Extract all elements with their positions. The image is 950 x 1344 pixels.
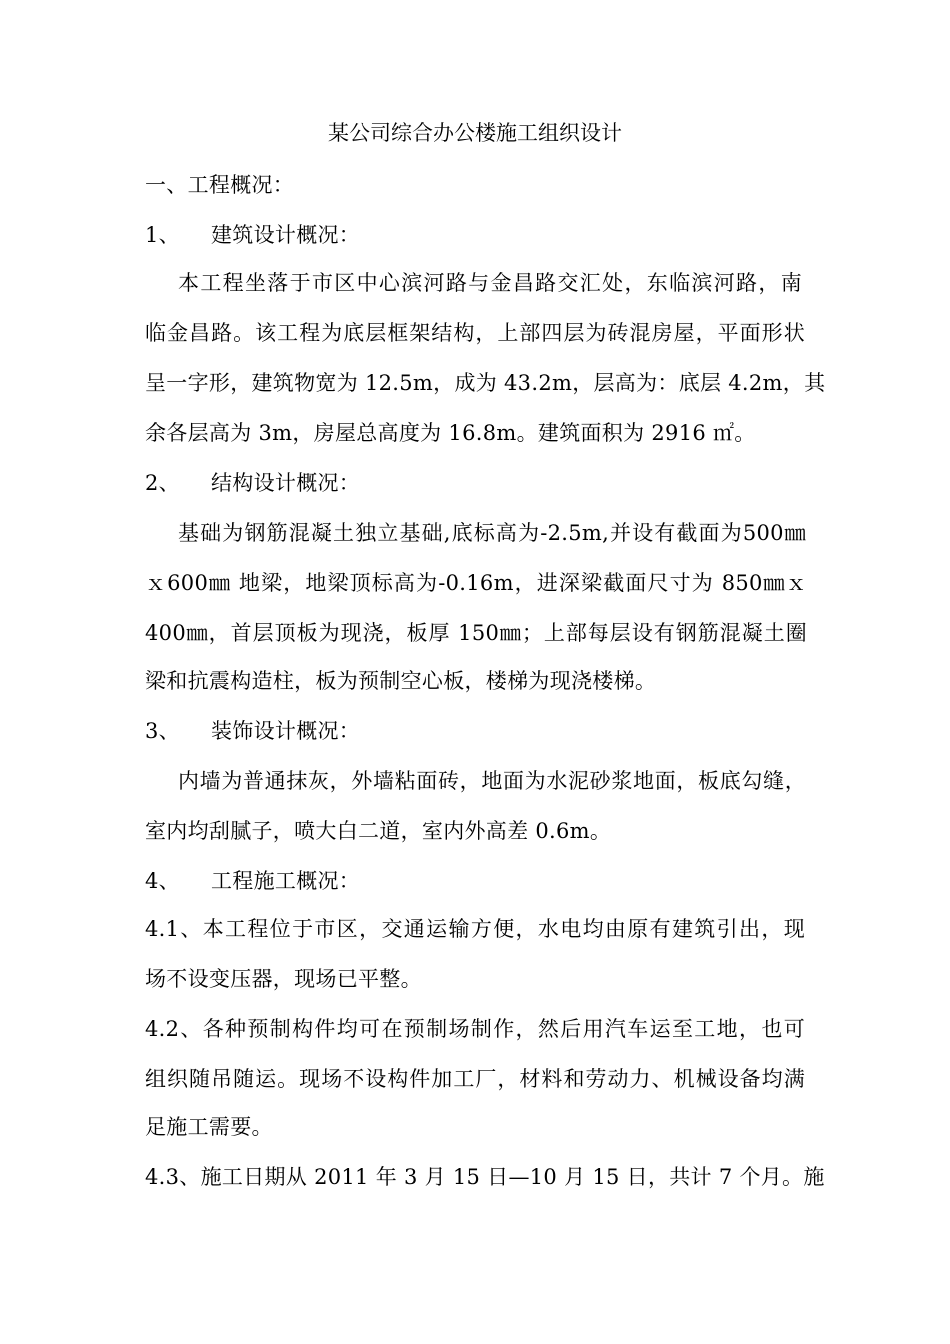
item-label: 工程施工概况： bbox=[211, 869, 361, 893]
item-number: 1、 bbox=[145, 223, 180, 247]
paragraph-line: 室内均刮腻子，喷大白二道，室内外高差 0.6m。 bbox=[145, 819, 612, 843]
paragraph-line: 基础为钢筋混凝土独立基础,底标高为-2.5m,并设有截面为500㎜ bbox=[178, 521, 806, 545]
item-number: 4、 bbox=[145, 869, 180, 893]
section-heading: 一、工程概况： bbox=[145, 173, 295, 197]
item-heading-3 bbox=[145, 716, 810, 746]
paragraph-line: 梁和抗震构造柱，板为预制空心板，楼梯为现浇楼梯。 bbox=[145, 669, 657, 693]
item-number: 3、 bbox=[145, 719, 180, 743]
item-label: 装饰设计概况： bbox=[211, 719, 361, 743]
paragraph-line: 4.2、各种预制构件均可在预制场制作，然后用汽车运至工地，也可 bbox=[145, 1017, 805, 1041]
paragraph-line: 呈一字形，建筑物宽为 12.5m，成为 43.2m，层高为：底层 4.2m，其 bbox=[145, 371, 826, 395]
paragraph-line: 内墙为普通抹灰，外墙粘面砖，地面为水泥砂浆地面，板底勾缝， bbox=[178, 769, 806, 793]
paragraph-line: ｘ600㎜ 地梁，地梁顶标高为-0.16m，进深梁截面尺寸为 850㎜ｘ bbox=[145, 571, 807, 595]
paragraph-line: 余各层高为 3m，房屋总高度为 16.8m。建筑面积为 2916 ㎡。 bbox=[145, 421, 756, 445]
paragraph-line: 4.3、施工日期从 2011 年 3 月 15 日—10 月 15 日，共计 7 个月。施 bbox=[145, 1165, 825, 1189]
document-title: 某公司综合办公楼施工组织设计 bbox=[328, 121, 622, 145]
paragraph-line: 场不设变压器，现场已平整。 bbox=[145, 967, 422, 991]
paragraph-line: 本工程坐落于市区中心滨河路与金昌路交汇处，东临滨河路，南 bbox=[178, 271, 802, 295]
paragraph-line: 4.1、本工程位于市区，交通运输方便，水电均由原有建筑引出，现 bbox=[145, 917, 805, 941]
item-heading-4 bbox=[145, 866, 810, 896]
item-label: 结构设计概况： bbox=[211, 471, 361, 495]
paragraph-line: 400㎜，首层顶板为现浇，板厚 150㎜；上部每层设有钢筋混凝土圈 bbox=[145, 621, 807, 645]
item-heading-2 bbox=[145, 468, 810, 498]
paragraph-line: 临金昌路。该工程为底层框架结构，上部四层为砖混房屋，平面形状 bbox=[145, 321, 805, 345]
item-number: 2、 bbox=[145, 471, 180, 495]
paragraph-line: 组织随吊随运。现场不设构件加工厂，材料和劳动力、机械设备均满 bbox=[145, 1067, 805, 1091]
item-label: 建筑设计概况： bbox=[211, 223, 361, 247]
item-heading-1 bbox=[145, 220, 810, 250]
paragraph-line: 足施工需要。 bbox=[145, 1115, 273, 1139]
